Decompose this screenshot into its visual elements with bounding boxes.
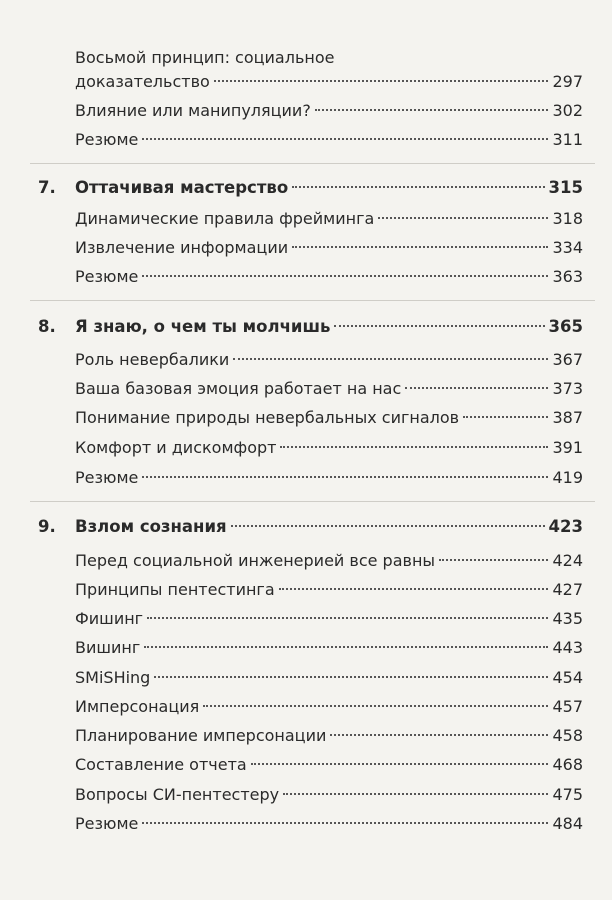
toc-entry[interactable] <box>75 128 583 152</box>
dot-leader <box>279 588 549 590</box>
toc-entry[interactable] <box>75 724 583 748</box>
toc-chapter-7[interactable] <box>38 176 583 200</box>
toc-entry[interactable] <box>75 406 583 430</box>
dot-leader <box>315 109 549 111</box>
toc-page-number: 387 <box>552 408 583 427</box>
toc-entry-title: Планирование имперсонации <box>75 726 327 745</box>
dot-leader <box>292 246 548 248</box>
toc-entry-title: Влияние или манипуляции? <box>75 101 311 120</box>
toc-page-number: 373 <box>552 379 583 398</box>
toc-page-number: 435 <box>552 609 583 628</box>
toc-entry[interactable] <box>75 348 583 372</box>
toc-chapter-8[interactable] <box>38 315 583 339</box>
dot-leader <box>405 387 548 389</box>
toc-entry[interactable] <box>75 666 583 690</box>
toc-entry-title: Вишинг <box>75 638 141 657</box>
toc-entry-title: Перед социальной инженерией все равны <box>75 551 436 570</box>
chapter-number: 7. <box>38 178 56 197</box>
dot-leader <box>142 476 548 478</box>
section-divider <box>30 163 595 164</box>
toc-entry[interactable] <box>75 578 583 602</box>
dot-leader <box>251 763 549 765</box>
toc-page-number: 427 <box>552 580 583 599</box>
toc-entry[interactable] <box>75 636 583 660</box>
toc-entry[interactable] <box>75 236 583 260</box>
toc-entry-title: Резюме <box>75 814 139 833</box>
dot-leader <box>142 822 548 824</box>
toc-entry-title: Принципы пентестинга <box>75 580 275 599</box>
toc-entry[interactable] <box>75 70 583 94</box>
toc-chapter-9[interactable] <box>38 515 583 539</box>
dot-leader <box>144 646 548 648</box>
toc-entry[interactable] <box>75 783 583 807</box>
dot-leader <box>439 559 548 561</box>
dot-leader <box>142 275 548 277</box>
toc-page-number: 423 <box>548 517 583 536</box>
toc-page-number: 419 <box>552 468 583 487</box>
chapter-title: Взлом сознания <box>75 517 227 536</box>
toc-entry-title: Роль невербалики <box>75 350 230 369</box>
dot-leader <box>142 138 548 140</box>
toc-page-number: 391 <box>552 438 583 457</box>
toc-page-number: 363 <box>552 267 583 286</box>
dot-leader <box>292 186 544 188</box>
toc-page-number: 454 <box>552 668 583 687</box>
toc-page-number: 468 <box>552 755 583 774</box>
toc-page-number: 334 <box>552 238 583 257</box>
dot-leader <box>330 734 548 736</box>
toc-entry[interactable] <box>75 265 583 289</box>
dot-leader <box>233 358 548 360</box>
dot-leader <box>154 676 548 678</box>
toc-entry-title: Резюме <box>75 267 139 286</box>
chapter-number: 8. <box>38 317 56 336</box>
dot-leader <box>378 217 548 219</box>
toc-entry[interactable] <box>75 377 583 401</box>
toc-page-number: 457 <box>552 697 583 716</box>
section-divider <box>30 300 595 301</box>
toc-entry-title: Вопросы СИ-пентестеру <box>75 785 280 804</box>
toc-page-number: 297 <box>552 72 583 91</box>
toc-entry[interactable] <box>75 549 583 573</box>
chapter-title: Оттачивая мастерство <box>75 178 289 197</box>
dot-leader <box>463 416 548 418</box>
toc-entry-title-line1: Восьмой принцип: социальное <box>75 48 335 67</box>
toc-page-number: 315 <box>548 178 583 197</box>
dot-leader <box>280 446 548 448</box>
toc-page-number: 365 <box>548 317 583 336</box>
toc-page-number: 318 <box>552 209 583 228</box>
toc-entry[interactable] <box>75 466 583 490</box>
toc-page-number: 367 <box>552 350 583 369</box>
toc-entry[interactable] <box>75 695 583 719</box>
toc-entry-title: SMiSHing <box>75 668 151 687</box>
toc-page-number: 302 <box>552 101 583 120</box>
toc-entry[interactable] <box>75 812 583 836</box>
toc-page-number: 311 <box>552 130 583 149</box>
toc-entry-title: Ваша базовая эмоция работает на нас <box>75 379 402 398</box>
toc-entry-title: Резюме <box>75 468 139 487</box>
toc-entry-title: Составление отчета <box>75 755 247 774</box>
toc-entry[interactable] <box>75 207 583 231</box>
toc-entry-title: Понимание природы невербальных сигналов <box>75 408 460 427</box>
toc-entry-title: Комфорт и дискомфорт <box>75 438 277 457</box>
chapter-number: 9. <box>38 517 56 536</box>
dot-leader <box>283 793 548 795</box>
dot-leader <box>231 525 545 527</box>
toc-entry-title: Резюме <box>75 130 139 149</box>
dot-leader <box>147 617 548 619</box>
toc-entry[interactable] <box>75 753 583 777</box>
toc-entry[interactable] <box>75 607 583 631</box>
dot-leader <box>334 325 544 327</box>
dot-leader <box>203 705 548 707</box>
dot-leader <box>214 80 549 82</box>
toc-page-number: 484 <box>552 814 583 833</box>
toc-entry-title: Извлечение информации <box>75 238 289 257</box>
toc-page-number: 443 <box>552 638 583 657</box>
toc-entry-title: Динамические правила фрейминга <box>75 209 375 228</box>
toc-page-number: 458 <box>552 726 583 745</box>
toc-page-number: 475 <box>552 785 583 804</box>
toc-entry-title: Фишинг <box>75 609 144 628</box>
section-divider <box>30 501 595 502</box>
toc-entry[interactable] <box>75 436 583 460</box>
toc-entry-title: Имперсонация <box>75 697 200 716</box>
toc-page-number: 424 <box>552 551 583 570</box>
toc-entry-title-line2: доказательство <box>75 72 210 91</box>
toc-entry[interactable] <box>75 99 583 123</box>
chapter-title: Я знаю, о чем ты молчишь <box>75 317 331 336</box>
